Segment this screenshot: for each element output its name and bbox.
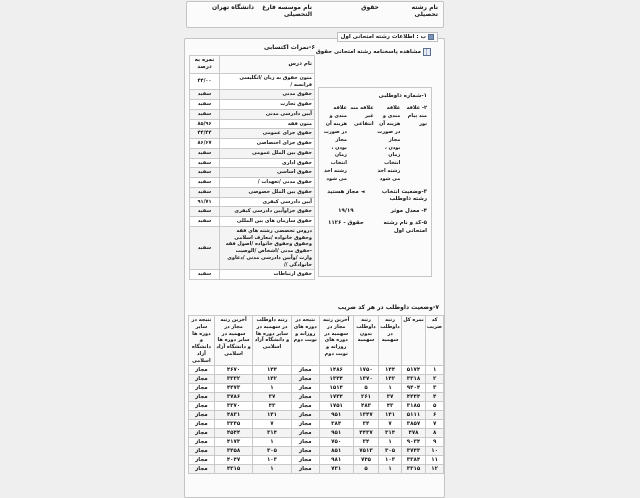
table-row: [189, 420, 444, 429]
coefficient-cell: ۹۸۱: [319, 456, 353, 465]
course-name-cell: حقوق جزای عمومی: [220, 129, 315, 139]
score-row: [190, 217, 315, 227]
coefficient-cell: ۹۰۳۴: [401, 438, 426, 447]
course-name-cell: آیین دادرسی کیفری: [220, 197, 315, 207]
coefficient-col-header: آخرین رتبه مجاز در سهمیه در دوره های روزانه و نوبت دوم: [319, 316, 353, 366]
coefficient-code-table: [188, 315, 444, 474]
coefficient-cell: ۱۱: [426, 456, 444, 465]
answer-sheet-icon: [423, 48, 431, 56]
institution-value: دانشگاه تهران: [212, 4, 254, 11]
score-row: [190, 178, 315, 188]
coefficient-cell: ۷۴۵: [353, 456, 379, 465]
coefficient-cell: ۱۴۱: [253, 411, 291, 420]
score-row: [190, 90, 315, 100]
scores-col-score: نمره به درصد: [190, 56, 220, 74]
score-row: [190, 139, 315, 149]
field-code-value: حقوق - ۱۱۲۶: [327, 220, 364, 227]
selection-status-value: [323, 189, 369, 203]
graduation-info-box: [186, 1, 444, 28]
coefficient-cell: مجاز: [189, 411, 215, 420]
coefficient-cell: ۳۷: [379, 393, 401, 402]
coefficient-col-header: نتیجه در سایر دوره ها و دانشگاه آزاد اسلامی: [189, 316, 215, 366]
selection-status-text: مجاز هستید: [327, 189, 359, 196]
coefficient-col-header: رتبه داوطلب در سهمیه: [379, 316, 401, 366]
table-row: [189, 438, 444, 447]
selection-status-label: ۳-وضعیت انتخاب رشته داوطلب: [381, 189, 427, 203]
coefficient-cell: ۱۷۵۰: [353, 366, 379, 375]
coefficient-cell: ۴: [426, 393, 444, 402]
institution-label: نام موسسه فارغ التحصیلی: [262, 4, 312, 18]
course-score-cell: ۸۵/۹۶: [190, 119, 220, 129]
coefficient-cell: ۷: [253, 420, 291, 429]
course-score-cell: سفید: [190, 168, 220, 178]
coefficient-cell: ۱۰۳: [253, 456, 291, 465]
section-icon: [428, 34, 434, 40]
coefficient-cell: ۳۴: [353, 420, 379, 429]
coefficient-cell: مجاز: [189, 447, 215, 456]
coefficient-cell: ۱۳۴۴: [319, 375, 353, 384]
candidate-number-value: [323, 93, 369, 100]
coefficient-cell: ۷: [426, 420, 444, 429]
course-score-cell: سفید: [190, 158, 220, 168]
coefficient-cell: ۳۳۴۵: [214, 420, 252, 429]
coefficient-cell: مجاز: [291, 420, 319, 429]
coefficient-cell: ۱: [253, 438, 291, 447]
scores-title: ۶-نمرات اکتسابی: [263, 44, 315, 51]
coefficient-cell: ۱: [379, 438, 401, 447]
course-score-cell: سفید: [190, 270, 220, 280]
coefficient-cell: ۴۰۴۷: [214, 456, 252, 465]
coefficient-cell: ۱۰: [426, 447, 444, 456]
course-name-cell: حقوق مدنی: [220, 90, 315, 100]
course-name-cell: حقوق اداری: [220, 158, 315, 168]
coefficient-cell: ۴۴۳۷: [353, 429, 379, 438]
course-name-cell: متون فقه: [220, 119, 315, 129]
score-row: [190, 197, 315, 207]
coefficient-cell: ۴۴۷۳: [214, 384, 252, 393]
coefficient-cell: مجاز: [189, 366, 215, 375]
coefficient-header-row: [189, 316, 444, 366]
table-row: [189, 411, 444, 420]
course-score-cell: ۴۴/۰۰: [190, 73, 220, 90]
coefficient-cell: ۳۴: [353, 438, 379, 447]
course-score-cell: ۹۱/۷۱: [190, 197, 220, 207]
coefficient-cell: ۱: [253, 465, 291, 474]
page-content: [183, 0, 445, 480]
coefficient-cell: ۲۶۱: [353, 393, 379, 402]
coefficient-cell: ۳: [426, 384, 444, 393]
coefficient-cell: مجاز: [291, 375, 319, 384]
coefficient-cell: ۹۵۱: [319, 411, 353, 420]
coefficient-col-header: رتبه داوطلب در سهمیه در سایر دوره ها و دانشگاه آزاد اسلامی: [253, 316, 291, 366]
coefficient-cell: مجاز: [291, 429, 319, 438]
score-row: [190, 270, 315, 280]
coefficient-cell: ۳۳۸۴: [401, 456, 426, 465]
field-of-study-label: نام رشته تحصیلی: [411, 4, 438, 18]
course-name-cell: حقوق جزای اختصاصی: [220, 139, 315, 149]
coefficient-cell: ۵: [353, 384, 379, 393]
coefficient-cell: مجاز: [189, 438, 215, 447]
table-row: [189, 447, 444, 456]
coefficient-cell: ۴۳: [253, 402, 291, 411]
coefficient-cell: مجاز: [291, 402, 319, 411]
coefficient-cell: مجاز: [291, 438, 319, 447]
coefficient-cell: ۸۵۱: [319, 447, 353, 456]
coefficient-cell: ۹۴۰۴: [401, 384, 426, 393]
course-score-cell: سفید: [190, 207, 220, 217]
score-row: [190, 207, 315, 217]
table-row: [189, 384, 444, 393]
score-row: [190, 119, 315, 129]
coefficient-cell: ۴۳۱۵: [214, 465, 252, 474]
coefficient-cell: ۴۳: [379, 402, 401, 411]
field-of-study-value: حقوق: [361, 4, 379, 11]
coefficient-cell: مجاز: [189, 465, 215, 474]
section-b-box: [184, 34, 445, 498]
course-score-cell: سفید: [190, 187, 220, 197]
coefficient-cell: ۹: [426, 438, 444, 447]
candidate-number-label: ۱-شماره داوطلبی: [378, 93, 427, 99]
course-score-cell: سفید: [190, 226, 220, 270]
answer-sheet-link[interactable]: [316, 48, 431, 56]
coefficient-cell: ۴۸۳: [353, 402, 379, 411]
coefficient-cell: ۳۷۸۶: [214, 393, 252, 402]
coefficient-cell: ۳۰۵: [253, 447, 291, 456]
coefficient-cell: ۳۷۴۳: [401, 447, 426, 456]
coefficient-cell: ۴۵۴۴: [214, 429, 252, 438]
coefficient-cell: ۶: [426, 411, 444, 420]
coefficient-col-header: رتبه داوطلب بدون سهمیه: [353, 316, 379, 366]
gpa-value: ۱۹/۱۹: [338, 208, 354, 215]
coefficient-cell: ۷۳۱: [319, 465, 353, 474]
coefficient-cell: ۱۴۲: [379, 375, 401, 384]
coefficient-cell: ۱: [426, 366, 444, 375]
coefficient-cell: ۱۷۵۱: [319, 402, 353, 411]
coefficient-cell: مجاز: [189, 393, 215, 402]
coefficient-cell: مجاز: [189, 375, 215, 384]
table-row: [189, 393, 444, 402]
score-row: [190, 148, 315, 158]
coefficient-cell: ۴۸۳۱: [214, 411, 252, 420]
course-name-cell: دروس تخصصی رشته های فقه وحقوق خانواده /معارف اسلامی وحقوق وحقوق خانواده /اصول فقه -حقوق مدنی /اشخاص /الوصیت وارث /وآیین دادرسی مدنی /دعاوی خانوادگی //: [220, 226, 315, 270]
score-row: [190, 168, 315, 178]
course-score-cell: سفید: [190, 178, 220, 188]
course-score-cell: سفید: [190, 90, 220, 100]
answer-sheet-link-label: مشاهده پاسخنامه رشته امتحانی حقوق: [315, 49, 421, 55]
payam-noor-label: ۲- علاقه مند پیام نور: [406, 105, 427, 127]
coefficient-cell: ۱: [253, 384, 291, 393]
coefficient-cell: ۱۵۱۴: [319, 384, 353, 393]
course-name-cell: حقوق ارتباطات: [220, 270, 315, 280]
gheyr-entefaei-label: علاقه مند غیر انتفاعی: [350, 105, 374, 127]
coefficient-cell: ۳۱۴: [253, 429, 291, 438]
course-name-cell: حقوق تجارت: [220, 100, 315, 110]
coefficient-cell: ۱۰۳: [379, 456, 401, 465]
coefficient-cell: مجاز: [291, 366, 319, 375]
coefficient-cell: ۴۱۷۳: [214, 438, 252, 447]
table-row: [189, 465, 444, 474]
score-row: [190, 187, 315, 197]
coefficient-cell: ۱۲: [426, 465, 444, 474]
coefficient-cell: ۱۴۴: [253, 366, 291, 375]
coefficient-cell: ۳۳۱۵: [401, 465, 426, 474]
course-score-cell: سفید: [190, 217, 220, 227]
course-score-cell: ۸۶/۶۷: [190, 139, 220, 149]
coefficient-cell: ۳۳۳۲: [214, 375, 252, 384]
scores-table: [189, 55, 315, 280]
gpa-label: ۴- معدل موثر: [390, 208, 427, 215]
coefficient-cell: مجاز: [291, 384, 319, 393]
pointer-icon: ◄: [360, 189, 365, 196]
coefficient-cell: ۵: [353, 465, 379, 474]
coefficient-cell: ۸: [426, 429, 444, 438]
table-row: [189, 429, 444, 438]
course-score-cell: سفید: [190, 148, 220, 158]
coefficient-col-header: کد ضریب: [426, 316, 444, 366]
coefficient-cell: ۱۴۸۶: [319, 366, 353, 375]
table-row: [189, 366, 444, 375]
coefficient-cell: مجاز: [189, 429, 215, 438]
coefficient-cell: ۱۴۲: [253, 375, 291, 384]
coefficient-cell: ۹۵۱: [319, 429, 353, 438]
coefficient-cell: ۴۴۴۴: [401, 393, 426, 402]
coefficient-cell: مجاز: [291, 456, 319, 465]
coefficient-cell: مجاز: [189, 384, 215, 393]
coefficient-cell: ۵۱۱۱: [401, 411, 426, 420]
coefficient-cell: ۴۷۸: [401, 429, 426, 438]
course-name-cell: حقوق سازمان های بین المللی: [220, 217, 315, 227]
coefficient-cell: ۳۱۴: [379, 429, 401, 438]
course-score-cell: سفید: [190, 100, 220, 110]
coefficient-cell: ۱۷۴۴: [319, 393, 353, 402]
coefficient-cell: ۷۵۱۳: [353, 447, 379, 456]
coefficient-cell: مجاز: [189, 420, 215, 429]
gheyr-entefaei-value: علاقه مندی و هزینه آن در صورت مجاز بودن ، زمان انتخاب رشته اخذ می شود: [323, 105, 347, 183]
coefficient-cell: ۳۷: [253, 393, 291, 402]
score-row: [190, 129, 315, 139]
table-row: [189, 456, 444, 465]
coefficient-cell: ۷: [379, 420, 401, 429]
table-row: [189, 375, 444, 384]
course-name-cell: حقوق اساسی: [220, 168, 315, 178]
scores-col-course: نام درس: [220, 56, 315, 74]
coefficient-cell: مجاز: [291, 447, 319, 456]
exam-field-info-box: [318, 87, 432, 277]
coefficient-cell: مجاز: [291, 465, 319, 474]
coefficient-cell: ۳۸۴: [319, 420, 353, 429]
coefficient-cell: مجاز: [291, 393, 319, 402]
scores-header-row: [190, 56, 315, 74]
coefficient-cell: مجاز: [189, 402, 215, 411]
coefficient-cell: ۱: [379, 384, 401, 393]
course-name-cell: حقوق جزاوآیین دادرسی کیفری: [220, 207, 315, 217]
table-row: [189, 402, 444, 411]
course-name-cell: متون حقوق به زبان /انگلیسی فرانسه /: [220, 73, 315, 90]
coefficient-cell: ۳۳۷۰: [214, 402, 252, 411]
course-name-cell: حقوق مدنی /تعهدات /: [220, 178, 315, 188]
score-row: [190, 73, 315, 90]
coefficient-cell: ۱۴۱: [379, 411, 401, 420]
score-row: [190, 100, 315, 110]
coefficient-cell: ۳۸۵۷: [401, 420, 426, 429]
coefficient-col-header: نمره کل: [401, 316, 426, 366]
course-name-cell: حقوق بین الملل عمومی: [220, 148, 315, 158]
score-row: [190, 226, 315, 270]
payam-noor-value: علاقه مندی و هزینه آن در صورت مجاز بودن ، زمان انتخاب رشته اخذ می شود: [377, 105, 401, 183]
course-score-cell: ۴۴/۴۴: [190, 129, 220, 139]
course-name-cell: آیین دادرسی مدنی: [220, 109, 315, 119]
field-code-label: ۵-کد و نام رشته امتحانی اول: [383, 220, 427, 234]
coefficient-cell: ۳۰۵: [379, 447, 401, 456]
coefficient-cell: ۱۳۷۰: [353, 375, 379, 384]
coefficient-col-header: نتیجه در دوره های روزانه و نوبت دوم: [291, 316, 319, 366]
coefficient-col-header: آخرین رتبه مجاز در سهمیه در سایر دوره ها و دانشگاه آزاد اسلامی: [214, 316, 252, 366]
score-row: [190, 158, 315, 168]
coefficient-cell: ۵: [426, 402, 444, 411]
coefficient-cell: ۱۴۴: [379, 366, 401, 375]
interest-fields-block: [323, 105, 427, 184]
coefficient-cell: ۳۴۵۸: [214, 447, 252, 456]
section-b-legend: [337, 32, 438, 42]
coefficient-cell: ۷۵۰: [319, 438, 353, 447]
coefficient-cell: ۱۳۴۷: [353, 411, 379, 420]
coefficient-cell: ۴۶۷۰: [214, 366, 252, 375]
coefficient-cell: ۳۳۱۸: [401, 375, 426, 384]
score-row: [190, 109, 315, 119]
coefficient-cell: ۲: [426, 375, 444, 384]
coefficient-cell: ۵۱۷۴: [401, 366, 426, 375]
coefficient-cell: مجاز: [291, 411, 319, 420]
section-b-title: ب : اطلاعات رشته امتحانی اول: [340, 34, 426, 40]
coefficient-cell: ۳۱۸۵: [401, 402, 426, 411]
coefficient-cell: ۱: [379, 465, 401, 474]
coefficient-cell: مجاز: [189, 456, 215, 465]
course-name-cell: حقوق بین الملل خصوصی: [220, 187, 315, 197]
section7-title: ۷-وضعیت داوطلب در هر کد ضریب: [337, 304, 439, 311]
course-score-cell: سفید: [190, 109, 220, 119]
